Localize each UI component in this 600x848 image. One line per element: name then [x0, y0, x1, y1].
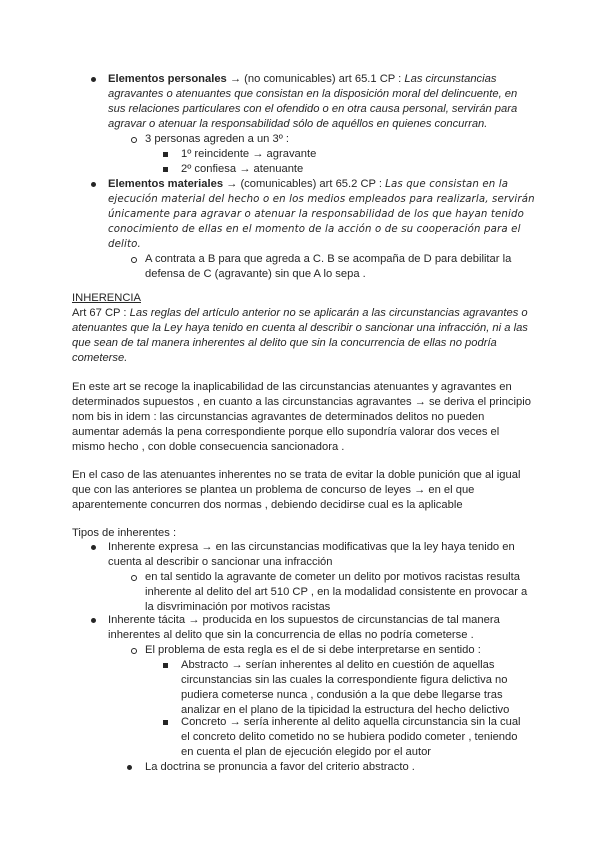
art67-line-1 [72, 306, 528, 321]
item-personales-subsub-1: 1º reincidente → agravante [181, 148, 317, 160]
art67-quote-2: atenuantes que la Ley haya tenido en cuenta al describir o sancionar una infracción, ni a las [72, 322, 528, 334]
bullet-square-icon [163, 167, 168, 172]
item-materiales-quote-1: Las que consistan en la [385, 179, 509, 190]
art67-quote-4: cometerse. [72, 352, 128, 364]
expresa-sub-3: la disvriminación por motivos racistas [145, 601, 331, 613]
item-materiales-quote-5: delito. [108, 239, 141, 250]
para1-line-2: determinados supuestos , en cuanto a las circunstancias agravantes → se deriva el principio [72, 396, 531, 408]
doctrina-line: La doctrina se pronuncia a favor del criterio abstracto . [145, 761, 415, 773]
art67-quote-3: que sean de tal manera inherentes al delito que sin la concurrencia de ellas no podría [72, 337, 497, 349]
item-personales-title: Elementos personales [108, 73, 227, 85]
abstracto-line-3: pudiera cometerse nunca , condusión a la que debe llegarse tras [181, 689, 503, 701]
item-personales-line-1 [108, 72, 496, 87]
bullet-disc-icon [91, 618, 96, 623]
para1-line-1: En este art se recoge la inaplicabilidad de las circunstancias atenuantes y agravantes en [72, 381, 512, 393]
bullet-disc-icon [91, 182, 96, 187]
art67-quote-1: Las reglas del artículo anterior no se aplicarán a las circunstancias agravantes o [129, 307, 528, 319]
tipos-heading: Tipos de inherentes : [72, 527, 177, 539]
bullet-circle-icon [131, 648, 137, 654]
para1-line-4: aumentar además la pena correspondiente porque ello supondría valorar dos veces el [72, 426, 500, 438]
item-materiales-sub-1: A contrata a B para que agreda a C. B se acompaña de D para debilitar la [145, 253, 512, 265]
item-materiales-title: Elementos materiales [108, 178, 224, 190]
expresa-sub-1: en tal sentido la agravante de cometer un delito por motivos racistas resulta [145, 571, 520, 583]
item-personales-quote-3: sus relaciones particulares con el ofendido o en otra causa personal, servirán para [108, 103, 518, 115]
bullet-disc-icon [91, 77, 96, 82]
item-personales-quote-4: agravar o atenuar la responsabilidad sólo de aquéllos en quienes concurran. [108, 118, 488, 130]
bullet-square-icon [163, 663, 168, 668]
tacita-line-1: Inherente tácita → producida en los supuestos de circunstancias de tal manera [108, 614, 500, 626]
para1-line-3: nom bis in idem : las circunstancias agravantes de determinados delitos no pueden [72, 411, 485, 423]
concreto-line-3: en cuenta el plan de ejecución elegido por el autor [181, 746, 432, 758]
item-materiales-quote-3: únicamente para agravar o atenuar la responsabilidad de los que hayan tenido [108, 209, 524, 220]
tacita-sub: El problema de esta regla es el de si debe interpretarse en sentido : [145, 644, 481, 656]
abstracto-line-2: circunstancias sin las cuales la correspondiente figura delictiva no [181, 674, 508, 686]
bullet-disc-icon [91, 545, 96, 550]
para2-line-1: En el caso de las atenuantes inherentes no se trata de evitar la doble punición que al igual [72, 469, 521, 481]
item-materiales-lead: → (comunicables) art 65.2 CP : [223, 178, 386, 190]
item-personales-quote-2: agravantes o atenuantes que consistan en la disposición moral del delincuente, en [108, 88, 518, 100]
item-materiales-quote-2: ejecución material del hecho o en los medios empleados para realizarla, servirán [108, 194, 535, 205]
section-heading-inherencia: INHERENCIA [72, 292, 141, 304]
para1-line-5: mismo hecho , con doble consecuencia sancionadora . [72, 441, 345, 453]
para2-line-2: que con las anteriores se plantea un problema de concurso de leyes → en el que [72, 484, 475, 496]
bullet-circle-icon [131, 575, 137, 581]
expresa-sub-2: inherente al delito del art 510 CP , en la modalidad consistente en provocar a [145, 586, 528, 598]
bullet-disc-icon [127, 765, 132, 770]
abstracto-line-1: Abstracto → serían inherentes al delito en cuestión de aquellas [181, 659, 495, 671]
item-materiales-sub-2: defensa de C (agravante) sin que A lo sepa . [145, 268, 366, 280]
expresa-line-2: cuenta al describir o sancionar una infracción [108, 556, 333, 568]
art67-lead: Art 67 CP : [72, 307, 130, 319]
bullet-square-icon [163, 152, 168, 157]
item-materiales-line-1 [108, 177, 508, 192]
bullet-square-icon [163, 720, 168, 725]
item-personales-quote-1: Las circunstancias [404, 73, 497, 85]
expresa-line-1: Inherente expresa → en las circunstancias modificativas que la ley haya tenido en [108, 541, 515, 553]
item-personales-lead: → (no comunicables) art 65.1 CP : [226, 73, 405, 85]
para2-line-3: aparentemente concurren dos normas , debiendo decidirse cual es la aplicable [72, 499, 463, 511]
bullet-circle-icon [131, 257, 137, 263]
concreto-line-1: Concreto → sería inherente al delito aquella circunstancia sin la cual [181, 716, 521, 728]
item-materiales-quote-4: conocimiento de ellas en el momento de la acción o de su cooperación para el [108, 224, 521, 235]
item-personales-sub: 3 personas agreden a un 3º : [145, 133, 290, 145]
abstracto-line-4: analizar en el plano de la tipicidad la estructura del hecho delictivo [181, 704, 510, 716]
concreto-line-2: el concreto delito cometido no se hubiera podido cometer , teniendo [181, 731, 518, 743]
bullet-circle-icon [131, 137, 137, 143]
tacita-line-2: inherentes al delito que sin la concurrencia de ellas no podría cometerse . [108, 629, 474, 641]
item-personales-subsub-2: 2º confiesa → atenuante [181, 163, 304, 175]
